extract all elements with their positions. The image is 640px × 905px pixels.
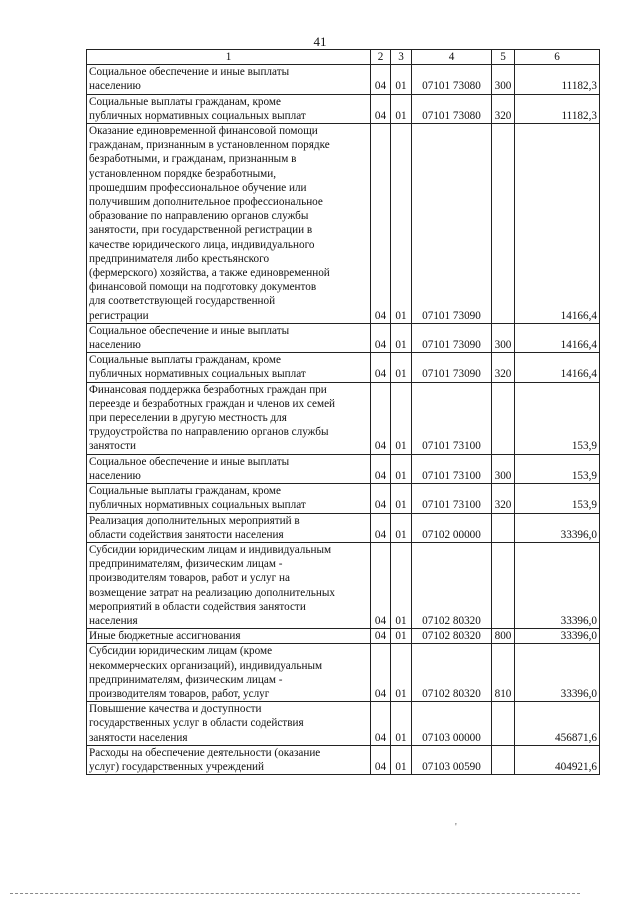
row-section: 04 [371,382,391,454]
row-expense-type [492,542,515,628]
row-subsection: 01 [391,513,412,542]
row-amount: 153,9 [515,484,600,513]
row-subsection: 01 [391,382,412,454]
row-amount: 153,9 [515,454,600,483]
row-target-article: 07101 73100 [412,382,492,454]
row-name: Социальное обеспечение и иные выплаты населению [87,65,371,94]
table-row [87,454,600,483]
row-expense-type [492,702,515,746]
row-expense-type [492,745,515,774]
row-name: Субсидии юридическим лицам (кроме некоммерческих организаций), индивидуальным предпринимателям, физическим лицам - производителям товаров, работ, услуг [87,644,371,702]
page-number: 41 [313,34,327,49]
row-section: 04 [371,513,391,542]
row-amount: 456871,6 [515,702,600,746]
row-amount: 14166,4 [515,353,600,382]
row-name: Социальное обеспечение и иные выплаты населению [87,323,371,352]
row-section: 04 [371,454,391,483]
row-name: Социальные выплаты гражданам, кроме публичных нормативных социальных выплат [87,353,371,382]
row-amount: 153,9 [515,382,600,454]
table-row [87,629,600,644]
table-row [87,382,600,454]
table-row [87,542,600,628]
row-name: Финансовая поддержка безработных граждан при переезде и безработных граждан и членов их семей при переселении в другую местность для трудоустройства по направлению органов службы занятости [87,382,371,454]
budget-table [86,49,600,775]
row-expense-type [492,513,515,542]
header-col-4: 4 [412,50,492,65]
row-subsection: 01 [391,94,412,123]
row-section: 04 [371,702,391,746]
row-section: 04 [371,94,391,123]
row-subsection: 01 [391,644,412,702]
header-col-1: 1 [87,50,371,65]
row-section: 04 [371,353,391,382]
row-target-article: 07101 73080 [412,94,492,123]
header-col-5: 5 [492,50,515,65]
row-section: 04 [371,644,391,702]
row-subsection: 01 [391,629,412,644]
row-name: Социальные выплаты гражданам, кроме публичных нормативных социальных выплат [87,484,371,513]
row-expense-type: 300 [492,323,515,352]
row-subsection: 01 [391,65,412,94]
table-row [87,323,600,352]
row-amount: 33396,0 [515,513,600,542]
row-target-article: 07101 73090 [412,323,492,352]
row-subsection: 01 [391,542,412,628]
row-subsection: 01 [391,702,412,746]
row-target-article: 07102 80320 [412,629,492,644]
row-section: 04 [371,323,391,352]
row-subsection: 01 [391,454,412,483]
row-expense-type: 320 [492,353,515,382]
header-col-6: 6 [515,50,600,65]
row-section: 04 [371,542,391,628]
row-expense-type [492,124,515,324]
row-target-article: 07101 73090 [412,353,492,382]
row-name: Социальное обеспечение и иные выплаты населению [87,454,371,483]
row-expense-type: 810 [492,644,515,702]
row-name: Оказание единовременной финансовой помощи гражданам, признанным в установленном порядке безработными, и гражданам, признанным в установленном порядке безработными, прошедшим профессиональное обучение или получившим дополнительное профессиональное образование по направлению органов службы занятости, при государственной регистрации в качестве юридического лица, индивидуального предпринимателя либо крестьянского (фермерского) хозяйства, а также единовременной финансовой помощи на подготовку документов для соответствующей государственной регистрации [87,124,371,324]
row-name: Социальные выплаты гражданам, кроме публичных нормативных социальных выплат [87,94,371,123]
row-subsection: 01 [391,124,412,324]
row-expense-type: 800 [492,629,515,644]
row-subsection: 01 [391,353,412,382]
row-subsection: 01 [391,484,412,513]
row-amount: 14166,4 [515,323,600,352]
bottom-rule [10,893,580,894]
row-target-article: 07103 00000 [412,702,492,746]
row-expense-type: 300 [492,454,515,483]
row-target-article: 07101 73080 [412,65,492,94]
table-row [87,513,600,542]
table-row [87,94,600,123]
row-expense-type: 300 [492,65,515,94]
row-name: Субсидии юридическим лицам и индивидуальным предпринимателям, физическим лицам - производителям товаров, работ и услуг на возмещение затрат на реализацию дополнительных мероприятий в области содействия занятости населения [87,542,371,628]
row-amount: 33396,0 [515,542,600,628]
row-name: Иные бюджетные ассигнования [87,629,371,644]
row-amount: 33396,0 [515,629,600,644]
row-expense-type: 320 [492,484,515,513]
table-row [87,65,600,94]
table-row [87,353,600,382]
row-name: Расходы на обеспечение деятельности (оказание услуг) государственных учреждений [87,745,371,774]
row-section: 04 [371,484,391,513]
row-target-article: 07103 00590 [412,745,492,774]
row-amount: 14166,4 [515,124,600,324]
row-amount: 33396,0 [515,644,600,702]
table-row [87,484,600,513]
row-section: 04 [371,629,391,644]
row-section: 04 [371,65,391,94]
row-subsection: 01 [391,323,412,352]
row-target-article: 07101 73100 [412,484,492,513]
row-amount: 11182,3 [515,65,600,94]
footer-mark: ' [455,822,457,833]
table-row [87,745,600,774]
header-col-3: 3 [391,50,412,65]
table-header-row [87,50,600,65]
row-name: Реализация дополнительных мероприятий в области содействия занятости населения [87,513,371,542]
row-section: 04 [371,124,391,324]
row-subsection: 01 [391,745,412,774]
table-row [87,124,600,324]
row-amount: 11182,3 [515,94,600,123]
row-name: Повышение качества и доступности государственных услуг в области содействия занятости населения [87,702,371,746]
row-expense-type: 320 [492,94,515,123]
row-amount: 404921,6 [515,745,600,774]
row-target-article: 07101 73100 [412,454,492,483]
row-target-article: 07102 80320 [412,542,492,628]
row-section: 04 [371,745,391,774]
table-row [87,702,600,746]
table-row [87,644,600,702]
row-expense-type [492,382,515,454]
row-target-article: 07102 00000 [412,513,492,542]
row-target-article: 07101 73090 [412,124,492,324]
header-col-2: 2 [371,50,391,65]
row-target-article: 07102 80320 [412,644,492,702]
